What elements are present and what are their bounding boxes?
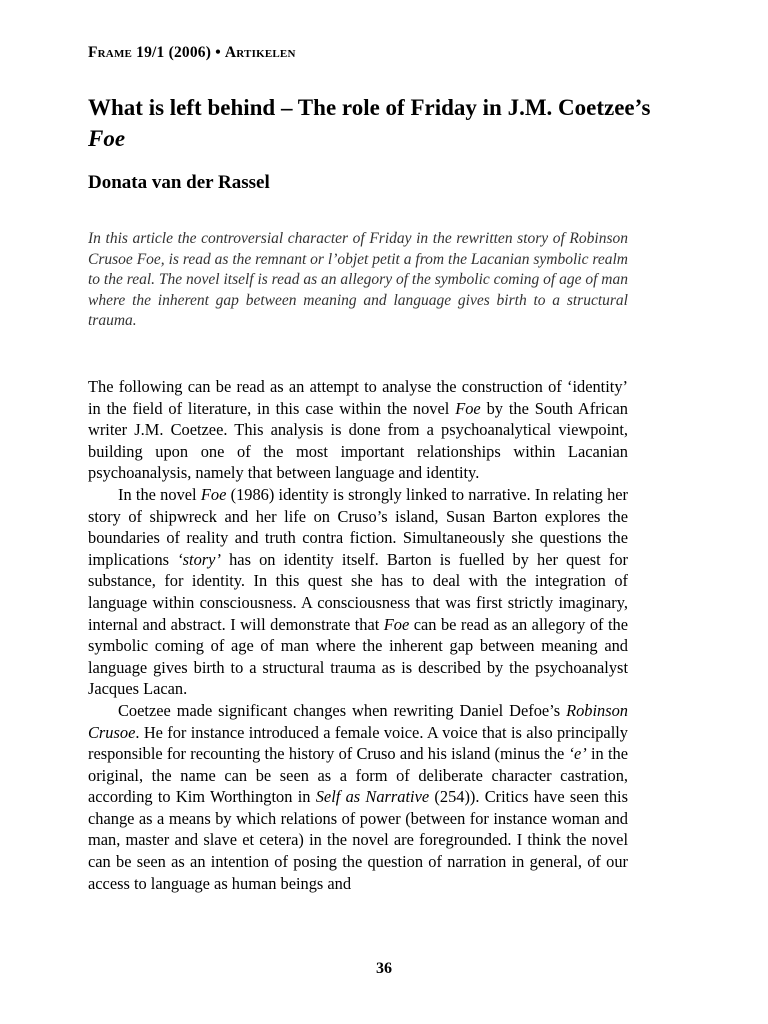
- running-header: [88, 44, 296, 62]
- article-title: [88, 92, 688, 154]
- p2-text-2: (1986) identity is strongly linked to narrative. In relating her story of shipwreck and her life on Cruso’s island, Susan Barton explores the boundaries of reality and truth contra fiction. Simultaneously she questions the implications: [88, 484, 628, 569]
- p3-text-2: . He for instance introduced a female voice. A voice that is also principally responsible for recounting the history of Cruso and his island (minus the: [88, 722, 628, 764]
- p2-text-4: can be read as an allegory of the symbolic coming of age of man where the inherent gap between meaning and language gives birth to a structural trauma as is described by the psychoanalyst Jacques Lacan.: [88, 614, 629, 699]
- p1-italic-1: Foe: [455, 398, 481, 418]
- paragraph-1: [88, 376, 628, 484]
- body-text: [88, 376, 628, 894]
- p2-italic-1: Foe: [200, 484, 227, 504]
- title-main: What is left behind – The role of Friday in J.M. Coetzee’s: [88, 95, 651, 120]
- header-separator: •: [215, 44, 221, 61]
- p3-text-3: in the original, the name can be seen as a form of deliberate character castration, according to Kim Worthington in: [88, 744, 628, 807]
- p1-text-2: by the South African writer J.M. Coetzee. This analysis is done from a psychoanalytical viewpoint, building upon one of the most important relationships within Lacanian psychoanalysis, namely that between language and identity.: [88, 398, 628, 483]
- p3-text-4: (254)). Critics have seen this change as a means by which relations of power (between for instance woman and man, master and slave et cetera) in the novel are foregrounded. I think the novel can be seen as an intention of posing the question of narration in general, of our access to language as human beings and: [88, 787, 628, 893]
- page-number: 36: [376, 960, 392, 977]
- p2-italic-2: ‘story’: [177, 549, 221, 569]
- paragraph-2: [88, 484, 628, 700]
- p2-text-3: has on identity itself. Barton is fuelled by her quest for substance, for identity. In this quest she has to deal with the integration of language within consciousness. A consciousness that was first strictly imaginary, internal and abstract. I will demonstrate that: [88, 549, 628, 634]
- p3-text-1: Coetzee made significant changes when rewriting Daniel Defoe’s: [118, 700, 561, 720]
- p3-italic-1: Robinson Crusoe: [88, 700, 628, 742]
- p2-text-1: In the novel: [118, 484, 197, 504]
- p1-text-1: The following can be read as an attempt to analyse the construction of ‘identity’ in the field of literature, in this case within the novel: [88, 377, 628, 418]
- p3-italic-3: Self as Narrative: [315, 787, 430, 807]
- abstract: In this article the controversial character of Friday in the rewritten story of Robinson Crusoe Foe, is read as the remnant or l’objet petit a from the Lacanian symbolic realm to the real. The novel itself is read as an allegory of the symbolic coming of age of man where the inherent gap between meaning and language gives birth to a structural trauma.: [88, 230, 628, 329]
- journal-name: Frame 19/1 (2006): [88, 44, 212, 61]
- section-name: Artikelen: [224, 44, 296, 61]
- title-italic: Foe: [88, 126, 126, 151]
- paragraph-3: [88, 700, 628, 894]
- p2-italic-3: Foe: [383, 614, 410, 634]
- p3-italic-2: ‘e’: [568, 744, 587, 764]
- author-name: Donata van der Rassel: [88, 172, 270, 193]
